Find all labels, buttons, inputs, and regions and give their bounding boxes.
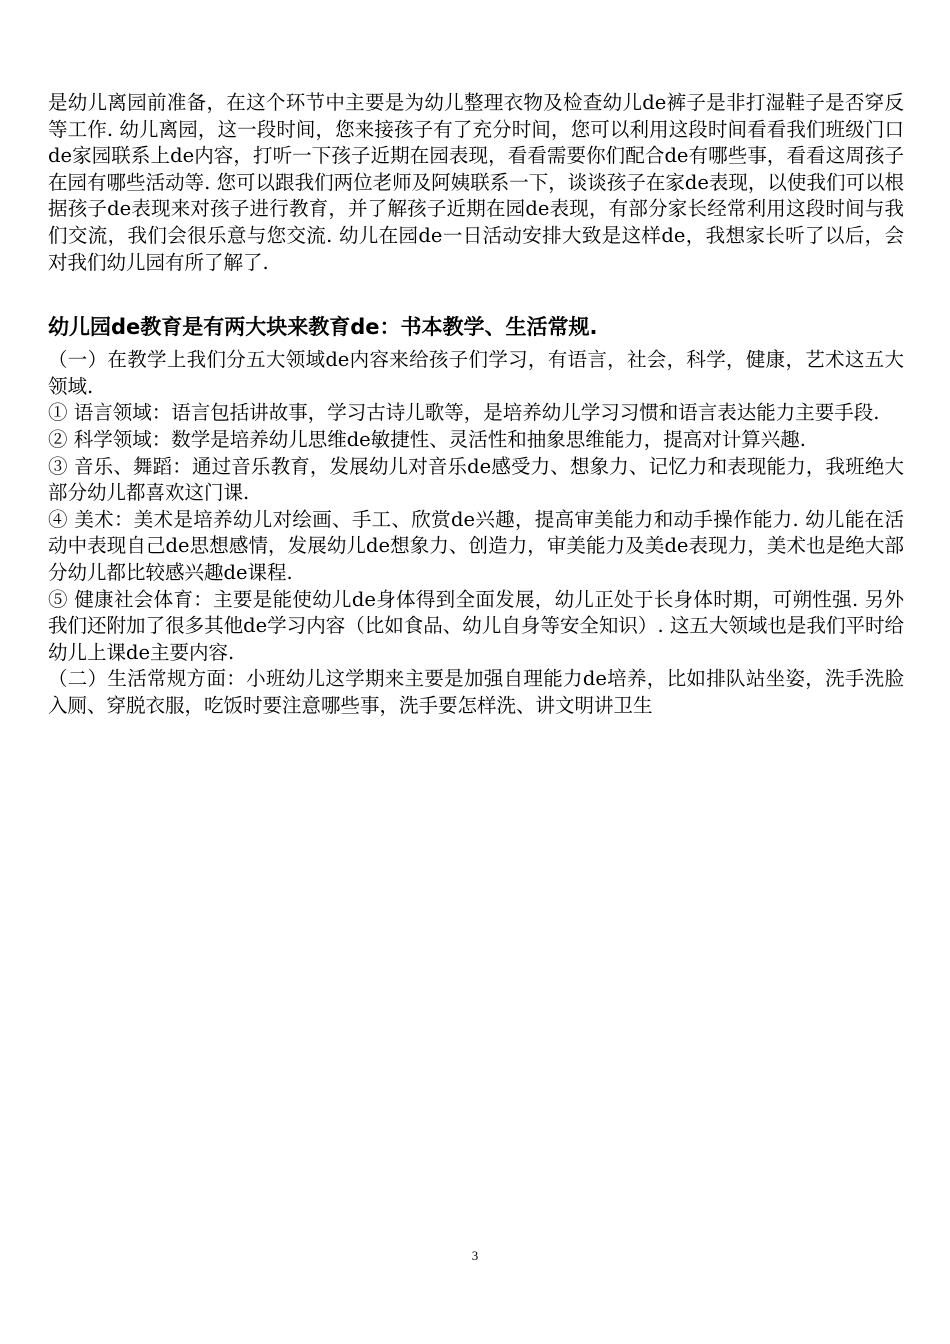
teaching-section	[48, 347, 904, 719]
section-one-intro: （一）在教学上我们分五大领域de内容来给孩子们学习，有语言，社会，科学，健康，艺术这五大领域.	[48, 348, 904, 398]
domain-item-art: ④ 美术：美术是培养幼儿对绘画、手工、欣赏de兴趣，提高审美能力和动手操作能力. 幼儿能在活动中表现自己de思想感情，发展幼儿de想象力、创造力，审美能力及美de表现力，美术也是绝大部分幼儿都比较感兴趣de课程.	[48, 507, 904, 584]
domain-item-health-society: ⑤ 健康社会体育：主要是能使幼儿de身体得到全面发展，幼儿正处于长身体时期，可朔性强. 另外我们还附加了很多其他de学习内容（比如食品、幼儿自身等安全知识）. 这五大领域也是我们平时给幼儿上课de主要内容.	[48, 587, 904, 664]
section-heading: 幼儿园de教育是有两大块来教育de：书本教学、生活常规.	[48, 315, 598, 340]
domain-item-music-dance: ③ 音乐、舞蹈：通过音乐教育，发展幼儿对音乐de感受力、想象力、记忆力和表现能力，我班绝大部分幼儿都喜欢这门课.	[48, 454, 904, 505]
intro-paragraph: 是幼儿离园前准备，在这个环节中主要是为幼儿整理衣物及检查幼儿de裤子是非打湿鞋子是否穿反等工作. 幼儿离园，这一段时间，您来接孩子有了充分时间，您可以利用这段时间看看我们班级门口de家园联系上de内容，打听一下孩子近期在园表现，看看需要你们配合de有哪些事，看看这周孩子在园有哪些活动等. 您可以跟我们两位老师及阿姨联系一下，谈谈孩子在家de表现，以使我们可以根据孩子de表现来对孩子进行教育，并了解孩子近期在园de表现，有部分家长经常利用这段时间与我们交流，我们会很乐意与您交流. 幼儿在园de一日活动安排大致是这样de，我想家长听了以后，会对我们幼儿园有所了解了.	[48, 91, 904, 274]
section-two-paragraph: （二）生活常规方面：小班幼儿这学期来主要是加强自理能力de培养，比如排队站坐姿，洗手洗脸入厕、穿脱衣服，吃饭时要注意哪些事，洗手要怎样洗、讲文明讲卫生	[48, 667, 904, 717]
page-number: 3	[471, 1248, 479, 1263]
domain-item-science: ② 科学领域：数学是培养幼儿思维de敏捷性、灵活性和抽象思维能力，提高对计算兴趣.	[48, 427, 806, 451]
document-body	[48, 90, 904, 719]
domain-item-language: ① 语言领域：语言包括讲故事，学习古诗儿歌等，是培养幼儿学习习惯和语言表达能力主要手段.	[48, 401, 880, 425]
